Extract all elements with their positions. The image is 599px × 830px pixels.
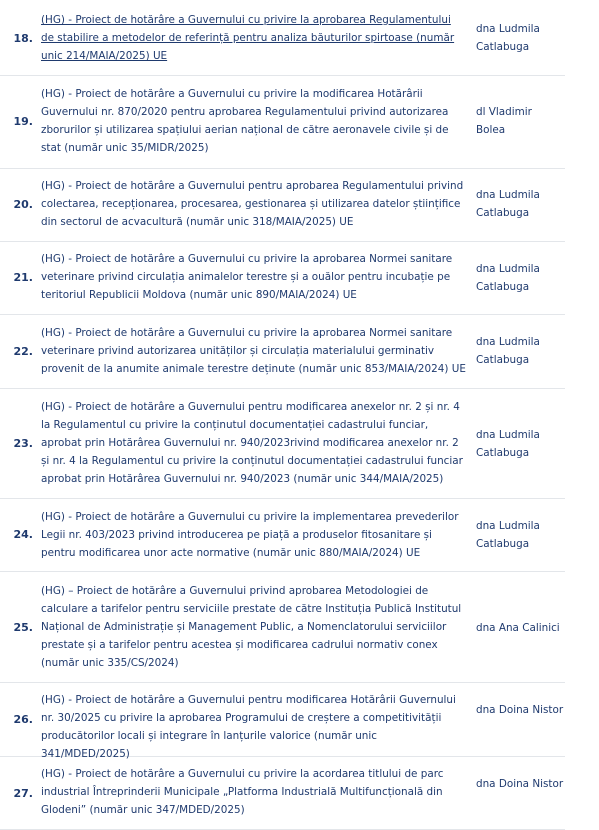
agenda-row-18	[0, 0, 565, 76]
agenda-row-24	[0, 499, 565, 572]
responsible-person: dna Ludmila Catlabuga	[476, 429, 540, 459]
item-number: 25.	[13, 621, 33, 634]
item-number: 19.	[13, 115, 33, 128]
item-number: 22.	[13, 345, 33, 358]
item-title: (HG) - Proiect de hotărâre a Guvernului cu privire la modificarea Hotărârii Guvernului nr. 870/2020 pentru aprobarea Regulamentului privind autorizarea zborurilor și utilizarea spațiului aerian național de către aeronavele civile și de stat (număr unic 35/MIDR/2025)	[41, 88, 449, 154]
responsible-person: dna Ludmila Catlabuga	[476, 23, 540, 53]
item-number: 21.	[13, 271, 33, 284]
item-title: (HG) - Proiect de hotărâre a Guvernului cu privire la aprobarea Normei sanitare veterinare privind autorizarea unităților și circulația materialului germinativ provenit de la anumite animale terestre deținute (număr unic 853/MAIA/2024) UE	[41, 327, 466, 375]
agenda-row-22	[0, 315, 565, 389]
item-title: (HG) - Proiect de hotărâre a Guvernului pentru modificarea Hotărârii Guvernului nr. 30/2025 cu privire la aprobarea Programului de creștere a competitivității producătorilor locali și integrare în lanțurile valorice (număr unic 341/MDED/2025)	[41, 694, 456, 760]
responsible-person: dna Ludmila Catlabuga	[476, 520, 540, 550]
item-number: 23.	[13, 437, 33, 450]
responsible-person: dna Ludmila Catlabuga	[476, 189, 540, 219]
item-number: 18.	[13, 32, 33, 45]
item-title: (HG) - Proiect de hotărâre a Guvernului cu privire la aprobarea Normei sanitare veterinare privind circulația animalelor terestre și a ouălor pentru incubație pe teritoriul Republicii Moldova (număr unic 890/MAIA/2024) UE	[41, 253, 453, 301]
agenda-row-19	[0, 76, 565, 169]
item-title: (HG) - Proiect de hotărâre a Guvernului cu privire la implementarea prevederilor Legii nr. 403/2023 privind introducerea pe piață a produselor fitosanitare și pentru modificarea unor acte normative (număr unic 880/MAIA/2024) UE	[41, 511, 459, 559]
item-title: (HG) - Proiect de hotărâre a Guvernului pentru modificarea anexelor nr. 2 și nr. 4 la Regulamentul cu privire la conținutul documentației cadastrului funciar, aprobat prin Hotărârea Guvernului nr. 940/2023rivind modificarea anexelor nr. 2 și nr. 4 la Regulamentul cu privire la conținutul documentației cadastrului funciar aprobat prin Hotărârea Guvernului nr. 940/2023 (număr unic 344/MAIA/2025)	[41, 401, 463, 485]
responsible-person: dna Doina Nistor	[476, 778, 564, 790]
item-number: 24.	[13, 528, 33, 541]
item-title: (HG) - Proiect de hotărâre a Guvernului cu privire la acordarea titlului de parc industrial Întreprinderii Municipale „Platforma Industrială Multifuncțională din Glodeni” (număr unic 347/MDED/2025)	[41, 768, 444, 816]
responsible-person: dna Ludmila Catlabuga	[476, 336, 540, 366]
item-title: (HG) – Proiect de hotărâre a Guvernului privind aprobarea Metodologiei de calculare a tarifelor pentru serviciile prestate de către Instituția Publică Institutul Național de Administrație și Management Public, a Nomenclatorului serviciilor prestate și a tarifelor pentru acestea și modificarea cadrului normativ conex (număr unic 335/CS/2024)	[41, 585, 462, 669]
item-title: (HG) - Proiect de hotărâre a Guvernului pentru aprobarea Regulamentului privind colectarea, recepționarea, procesarea, gestionarea și utilizarea datelor științifice din sectorul de acvacultură (număr unic 318/MAIA/2025) UE	[41, 180, 464, 228]
responsible-person: dna Doina Nistor	[476, 704, 564, 716]
item-number: 20.	[13, 198, 33, 211]
responsible-person: dna Ludmila Catlabuga	[476, 263, 540, 293]
responsible-person: dna Ana Calinici	[476, 622, 560, 634]
item-number: 26.	[13, 713, 33, 726]
item-number: 27.	[13, 787, 33, 800]
responsible-person: dl Vladimir Bolea	[476, 106, 532, 136]
agenda-row-21	[0, 242, 565, 315]
agenda-row-20	[0, 169, 565, 242]
agenda-row-23	[0, 389, 565, 499]
item-title-link[interactable]: (HG) - Proiect de hotărâre a Guvernului cu privire la aprobarea Regulamentului de stabilire a metodelor de referință pentru analiza băuturilor spirtoase (număr unic 214/MAIA/2025) UE	[41, 14, 455, 62]
agenda-row-26	[0, 683, 565, 760]
agenda-row-25	[0, 572, 565, 683]
agenda-row-27	[0, 757, 565, 830]
